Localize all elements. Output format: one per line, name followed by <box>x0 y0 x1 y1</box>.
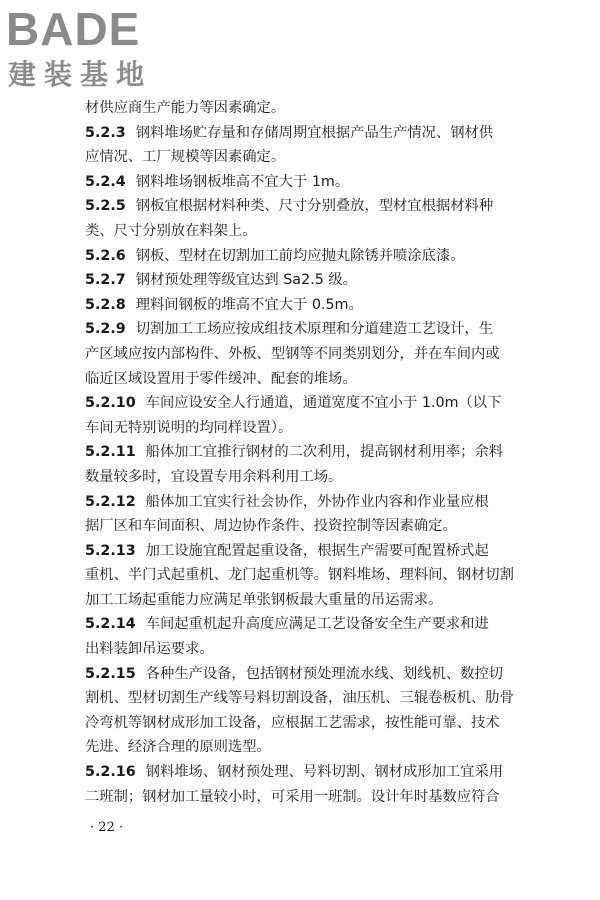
line-text: 重机、半门式起重机、龙门起重机等。钢料堆场、理料间、钢材切割 <box>85 567 514 584</box>
line-text: 车间应设安全人行通道，通道宽度不宜小于 1.0m（以下 <box>145 395 502 412</box>
clause-line <box>85 391 555 416</box>
continuation-line <box>85 637 555 662</box>
continuation-line <box>85 96 555 121</box>
line-text: 钢料堆场钢板堆高不宜大于 1m。 <box>135 173 350 190</box>
line-text: 车间起重机起升高度应满足工艺设备安全生产要求和进 <box>145 616 489 633</box>
continuation-line <box>85 711 555 736</box>
line-text: 理料间钢板的堆高不宜大于 0.5m。 <box>135 296 363 313</box>
line-text: 钢料堆场、钢材预处理、号料切割、钢材成形加工宜采用 <box>145 764 504 781</box>
continuation-line <box>85 342 555 367</box>
line-text: 钢材预处理等级宜达到 Sa2.5 级。 <box>135 272 357 289</box>
clause-line <box>85 760 555 785</box>
bade-logo <box>6 4 176 96</box>
continuation-line <box>85 416 555 441</box>
document-body <box>85 96 555 809</box>
continuation-line <box>85 514 555 539</box>
clause-line <box>85 244 555 269</box>
continuation-line <box>85 145 555 170</box>
clause-line <box>85 293 555 318</box>
continuation-line <box>85 465 555 490</box>
clause-line <box>85 440 555 465</box>
line-text: 加工工场起重能力应满足单张钢板最大重量的吊运需求。 <box>85 591 443 608</box>
line-text: 二班制；钢材加工量较小时，可采用一班制。设计年时基数应符合 <box>85 788 500 805</box>
line-text: 割机、型材切割生产线等号料切割设备，油压机、三辊卷板机、肋骨 <box>85 690 514 707</box>
clause-number: 5.2.7 <box>85 272 126 289</box>
clause-line <box>85 170 555 195</box>
clause-line <box>85 539 555 564</box>
clause-number: 5.2.15 <box>85 665 136 682</box>
continuation-line <box>85 588 555 613</box>
line-text: 钢板宜根据材料种类、尺寸分别叠放，型材宜根据材料种 <box>135 198 494 215</box>
continuation-line <box>85 785 555 810</box>
clause-number: 5.2.3 <box>85 124 126 141</box>
logo-wordmark: BADE <box>6 3 141 55</box>
clause-number: 5.2.14 <box>85 616 136 633</box>
clause-number: 5.2.12 <box>85 493 136 510</box>
line-text: 应情况、工厂规模等因素确定。 <box>85 149 286 166</box>
line-text: 先进、经济合理的原则选型。 <box>85 739 271 756</box>
clause-line <box>85 317 555 342</box>
line-text: 加工设施宜配置起重设备，根据生产需要可配置桥式起 <box>145 542 489 559</box>
line-text: 各种生产设备，包括钢材预处理流水线、划线机、数控切 <box>145 665 504 682</box>
logo-subtitle: 建装基地 <box>8 58 153 91</box>
clause-number: 5.2.13 <box>85 542 136 559</box>
clause-number: 5.2.8 <box>85 296 126 313</box>
clause-number: 5.2.5 <box>85 198 126 215</box>
line-text: 冷弯机等钢材成形加工设备，应根据工艺需求，按性能可靠、技术 <box>85 714 500 731</box>
clause-number: 5.2.16 <box>85 764 136 781</box>
clause-number: 5.2.4 <box>85 173 126 190</box>
line-text: 数量较多时，宜设置专用余料利用工场。 <box>85 468 343 485</box>
line-text: 切割加工工场应按成组技术原理和分道建造工艺设计，生 <box>135 321 494 338</box>
line-text: 出料装卸吊运要求。 <box>85 641 214 658</box>
line-text: 钢板、型材在切割加工前均应抛丸除锈并喷涂底漆。 <box>135 247 465 264</box>
continuation-line <box>85 367 555 392</box>
line-text: 类、尺寸分别放在料架上。 <box>85 222 257 239</box>
line-text: 船体加工宜推行钢材的二次利用，提高钢材利用率；余料 <box>145 444 504 461</box>
clause-number: 5.2.10 <box>85 395 136 412</box>
continuation-line <box>85 563 555 588</box>
clause-line <box>85 121 555 146</box>
clause-number: 5.2.9 <box>85 321 126 338</box>
clause-number: 5.2.11 <box>85 444 136 461</box>
line-text: 产区域应按内部构件、外板、型钢等不同类别划分，并在车间内或 <box>85 345 500 362</box>
line-text: 临近区域设置用于零件缓冲、配套的堆场。 <box>85 370 357 387</box>
page-number: · 22 · <box>90 820 124 835</box>
continuation-line <box>85 219 555 244</box>
line-text: 船体加工宜实行社会协作，外协作业内容和作业量应根 <box>145 493 489 510</box>
clause-number: 5.2.6 <box>85 247 126 264</box>
clause-line <box>85 268 555 293</box>
line-text: 车间无特别说明的均同样设置）。 <box>85 419 293 436</box>
line-text: 材供应商生产能力等因素确定。 <box>85 100 286 116</box>
continuation-line <box>85 735 555 760</box>
line-text: 钢料堆场贮存量和存储周期宜根据产品生产情况、钢材供 <box>135 124 494 141</box>
clause-line <box>85 662 555 687</box>
clause-line <box>85 612 555 637</box>
line-text: 据厂区和车间面积、周边协作条件、投资控制等因素确定。 <box>85 518 457 535</box>
continuation-line <box>85 686 555 711</box>
clause-line <box>85 490 555 515</box>
clause-line <box>85 194 555 219</box>
